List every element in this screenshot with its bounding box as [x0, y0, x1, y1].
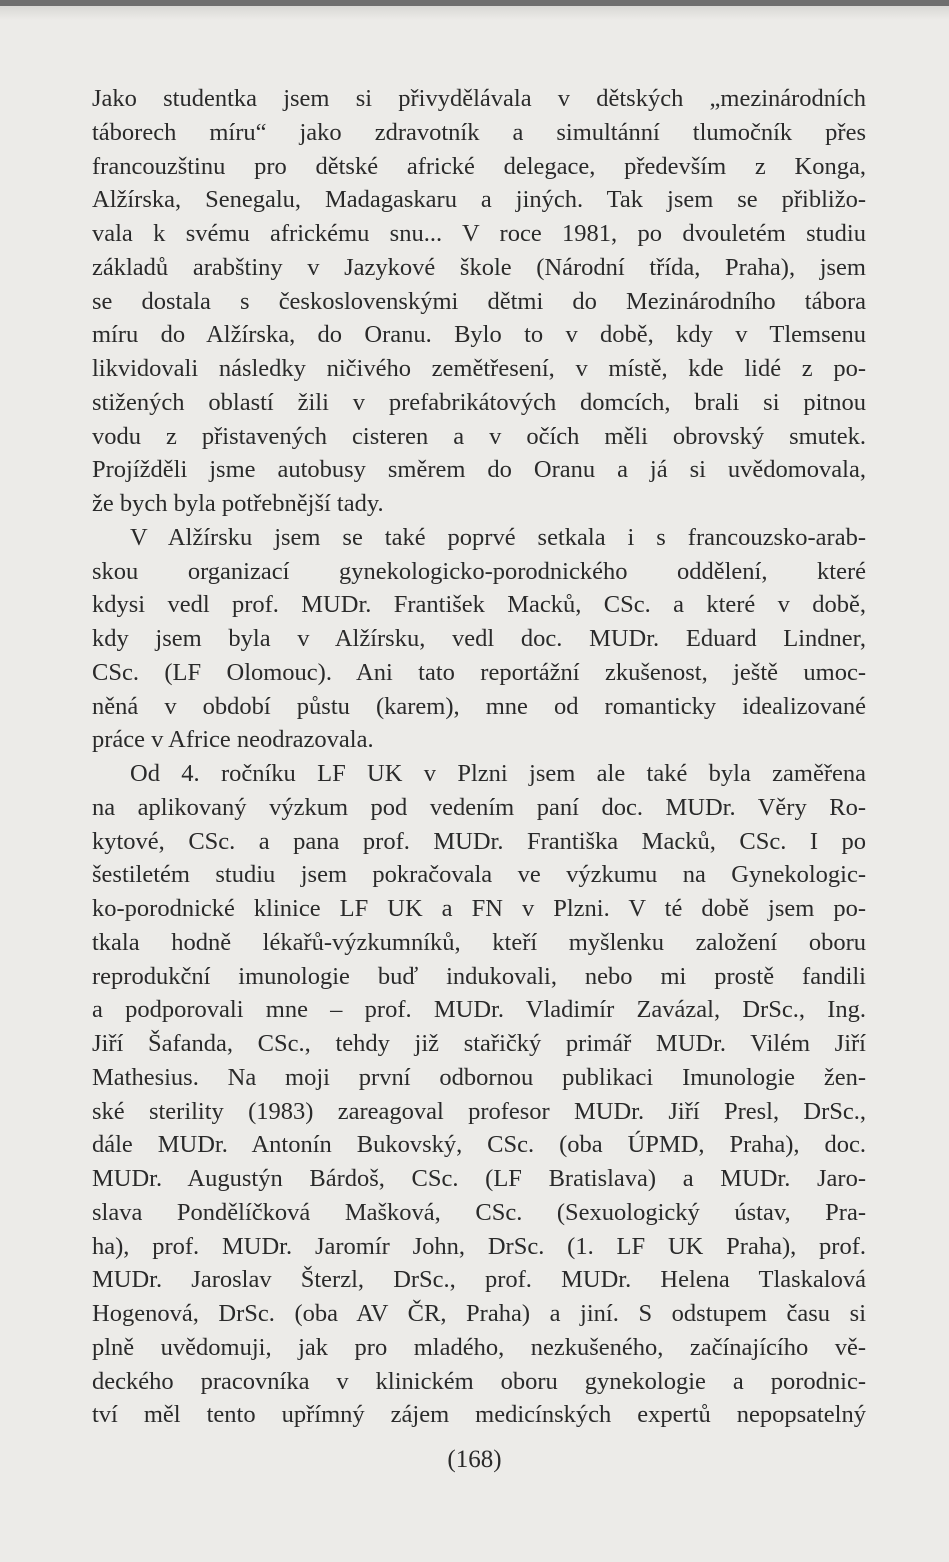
text-line: tkala hodně lékařů-výzkumníků, kteří myšlenku založení oboru — [92, 928, 866, 956]
text-line: stižených oblastí žili v prefabrikátových domcích, brali si pitnou — [92, 388, 866, 416]
text-line: míru do Alžírska, do Oranu. Bylo to v době, kdy v Tlemsenu — [92, 321, 866, 349]
text-line: V Alžírsku jsem se také poprvé setkala i s francouzsko-arab- — [130, 523, 866, 551]
text-line: něná v období půstu (karem), mne od romanticky idealizované — [92, 692, 866, 720]
text-line: ské sterility (1983) zareagoval profesor MUDr. Jiří Presl, DrSc., — [92, 1097, 866, 1125]
text-line: slava Pondělíčková Mašková, CSc. (Sexuologický ústav, Pra- — [92, 1198, 866, 1226]
text-line: reprodukční imunologie buď indukovali, nebo mi prostě fandili — [92, 962, 866, 990]
text-line: skou organizací gynekologicko-porodnického oddělení, které — [92, 557, 866, 585]
text-line: kdysi vedl prof. MUDr. František Macků, CSc. a které v době, — [92, 591, 866, 619]
text-line: deckého pracovníka v klinickém oboru gynekologie a porodnic- — [92, 1367, 866, 1395]
text-line: Jiří Šafanda, CSc., tehdy již stařičký primář MUDr. Vilém Jiří — [92, 1030, 866, 1057]
text-line: ha), prof. MUDr. Jaromír John, DrSc. (1. LF UK Praha), prof. — [92, 1232, 866, 1260]
page-number: (168) — [447, 1446, 502, 1473]
text-line: vodu z přistavených cisteren a v očích měli obrovský smutek. — [92, 422, 866, 450]
text-line: se dostala s československými dětmi do Mezinárodního tábora — [92, 287, 866, 315]
text-line: CSc. (LF Olomouc). Ani tato reportážní zkušenost, ještě umoc- — [92, 658, 866, 686]
text-line: že bych byla potřebnější tady. — [92, 490, 384, 517]
text-line: a podporovali mne – prof. MUDr. Vladimír Zavázal, DrSc., Ing. — [92, 996, 866, 1024]
text-line: tví měl tento upřímný zájem medicínských expertů nepopsatelný — [92, 1401, 866, 1429]
text-line: dále MUDr. Antonín Bukovský, CSc. (oba ÚPMD, Praha), doc. — [92, 1131, 866, 1159]
text-line: vala k svému africkému snu... V roce 1981, po dvouletém studiu — [92, 220, 866, 247]
text-line: Hogenová, DrSc. (oba AV ČR, Praha) a jiní. S odstupem času si — [92, 1300, 866, 1327]
text-line: Od 4. ročníku LF UK v Plzni jsem ale také byla zaměřena — [130, 760, 866, 787]
text-line: plně uvědomuji, jak pro mladého, nezkušeného, začínajícího vě- — [92, 1333, 866, 1361]
text-line: na aplikovaný výzkum pod vedením paní doc. MUDr. Věry Ro- — [92, 793, 866, 821]
text-line: Mathesius. Na moji první odbornou publikaci Imunologie žen- — [92, 1063, 866, 1091]
text-line: MUDr. Augustýn Bárdoš, CSc. (LF Bratislava) a MUDr. Jaro- — [92, 1165, 866, 1192]
page-shadow — [0, 6, 949, 20]
text-line: táborech míru“ jako zdravotník a simultánní tlumočník přes — [92, 118, 866, 146]
text-line: kdy jsem byla v Alžírsku, vedl doc. MUDr. Eduard Lindner, — [92, 625, 866, 652]
body-text — [92, 82, 866, 1432]
text-line: práce v Africe neodrazovala. — [92, 726, 374, 754]
text-line: základů arabštiny v Jazykové škole (Národní třída, Praha), jsem — [92, 253, 866, 281]
text-line: Alžírska, Senegalu, Madagaskaru a jiných. Tak jsem se přibližo- — [92, 186, 866, 214]
text-line: kytové, CSc. a pana prof. MUDr. Františka Macků, CSc. I po — [92, 827, 866, 855]
text-line: francouzštinu pro dětské africké delegace, především z Konga, — [92, 152, 866, 180]
text-line: ko-porodnické klinice LF UK a FN v Plzni. V té době jsem po- — [92, 895, 866, 922]
text-line: likvidovali následky ničivého zemětřesení, v místě, kde lidé z po- — [92, 355, 866, 382]
text-line: Projížděli jsme autobusy směrem do Oranu a já si uvědomovala, — [92, 456, 866, 484]
text-line: MUDr. Jaroslav Šterzl, DrSc., prof. MUDr. Helena Tlaskalová — [92, 1266, 866, 1294]
text-line: šestiletém studiu jsem pokračovala ve výzkumu na Gynekologic- — [92, 861, 866, 889]
text-line: Jako studentka jsem si přivydělávala v dětských „mezinárodních — [92, 85, 866, 112]
